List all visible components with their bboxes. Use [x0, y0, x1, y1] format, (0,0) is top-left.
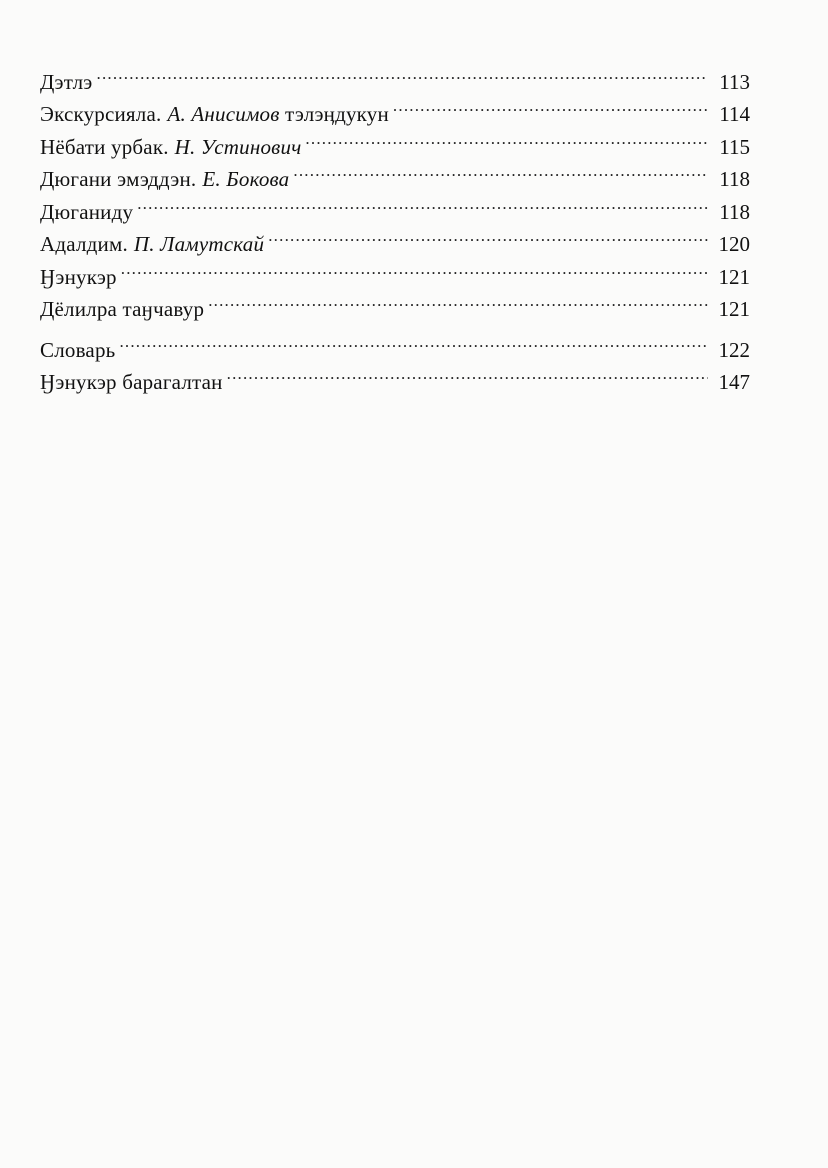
toc-entry-author: Е. Бокова: [202, 167, 290, 191]
toc-entry-page: 114: [719, 102, 750, 126]
toc-entry: [40, 219, 750, 256]
dot-leader: [393, 89, 708, 122]
toc-entry: [40, 186, 750, 224]
dot-leader: [268, 219, 708, 252]
toc-entry-title-suffix: тэлэӊдукун: [279, 102, 389, 126]
dot-leader: [137, 186, 708, 219]
toc-entry-page: 115: [719, 134, 750, 159]
toc-entry-title: Ӈэнукэр барагалтан: [40, 370, 223, 394]
dot-leader: [97, 56, 709, 89]
toc-entry: [40, 357, 750, 394]
dot-leader: [121, 251, 708, 284]
toc-entry-page: 121: [718, 297, 750, 321]
toc-entry: [40, 284, 750, 321]
toc-entry-page: 121: [718, 264, 750, 289]
toc-entry-page: 118: [719, 199, 750, 224]
toc-entry-title-text: Дюгани эмэддэн.: [40, 167, 197, 191]
toc-entry: [40, 251, 750, 289]
toc-entry-title: Ӈэнукэр: [40, 264, 117, 289]
toc-entry-title: Словарь: [40, 337, 116, 362]
toc-entry: [40, 56, 750, 94]
toc-entry: [40, 89, 750, 126]
toc-entry-author: П. Ламутскай: [133, 232, 265, 256]
toc-entry: [40, 324, 750, 362]
dot-leader: [305, 121, 708, 154]
dot-leader: [208, 284, 708, 317]
toc-entry-title-text: Экскурсияла.: [40, 102, 162, 126]
toc-entry-page: 113: [719, 69, 750, 94]
toc-entry-author: А. Анисимов: [167, 102, 280, 126]
dot-leader: [119, 324, 708, 357]
toc-entry-title-text: Нёбати урбак.: [40, 134, 169, 159]
toc-entry-page: 118: [719, 167, 750, 191]
dot-leader: [227, 357, 708, 390]
toc-entry-author: Н. Устинович: [174, 134, 302, 159]
toc-entry-title: Дёлилра таӈчавур: [40, 297, 205, 321]
table-of-contents: [40, 56, 750, 394]
toc-entry-title: [40, 131, 301, 164]
toc-entry-title: Дюганиду: [40, 199, 134, 224]
toc-entry-page: 122: [718, 337, 750, 362]
toc-entry-title-text: Адалдим.: [40, 232, 128, 256]
toc-entry-page: 120: [718, 232, 750, 256]
toc-entry-title: Дэтлэ: [40, 69, 93, 94]
dot-leader: [293, 154, 708, 187]
toc-entry-page: 147: [718, 370, 750, 394]
